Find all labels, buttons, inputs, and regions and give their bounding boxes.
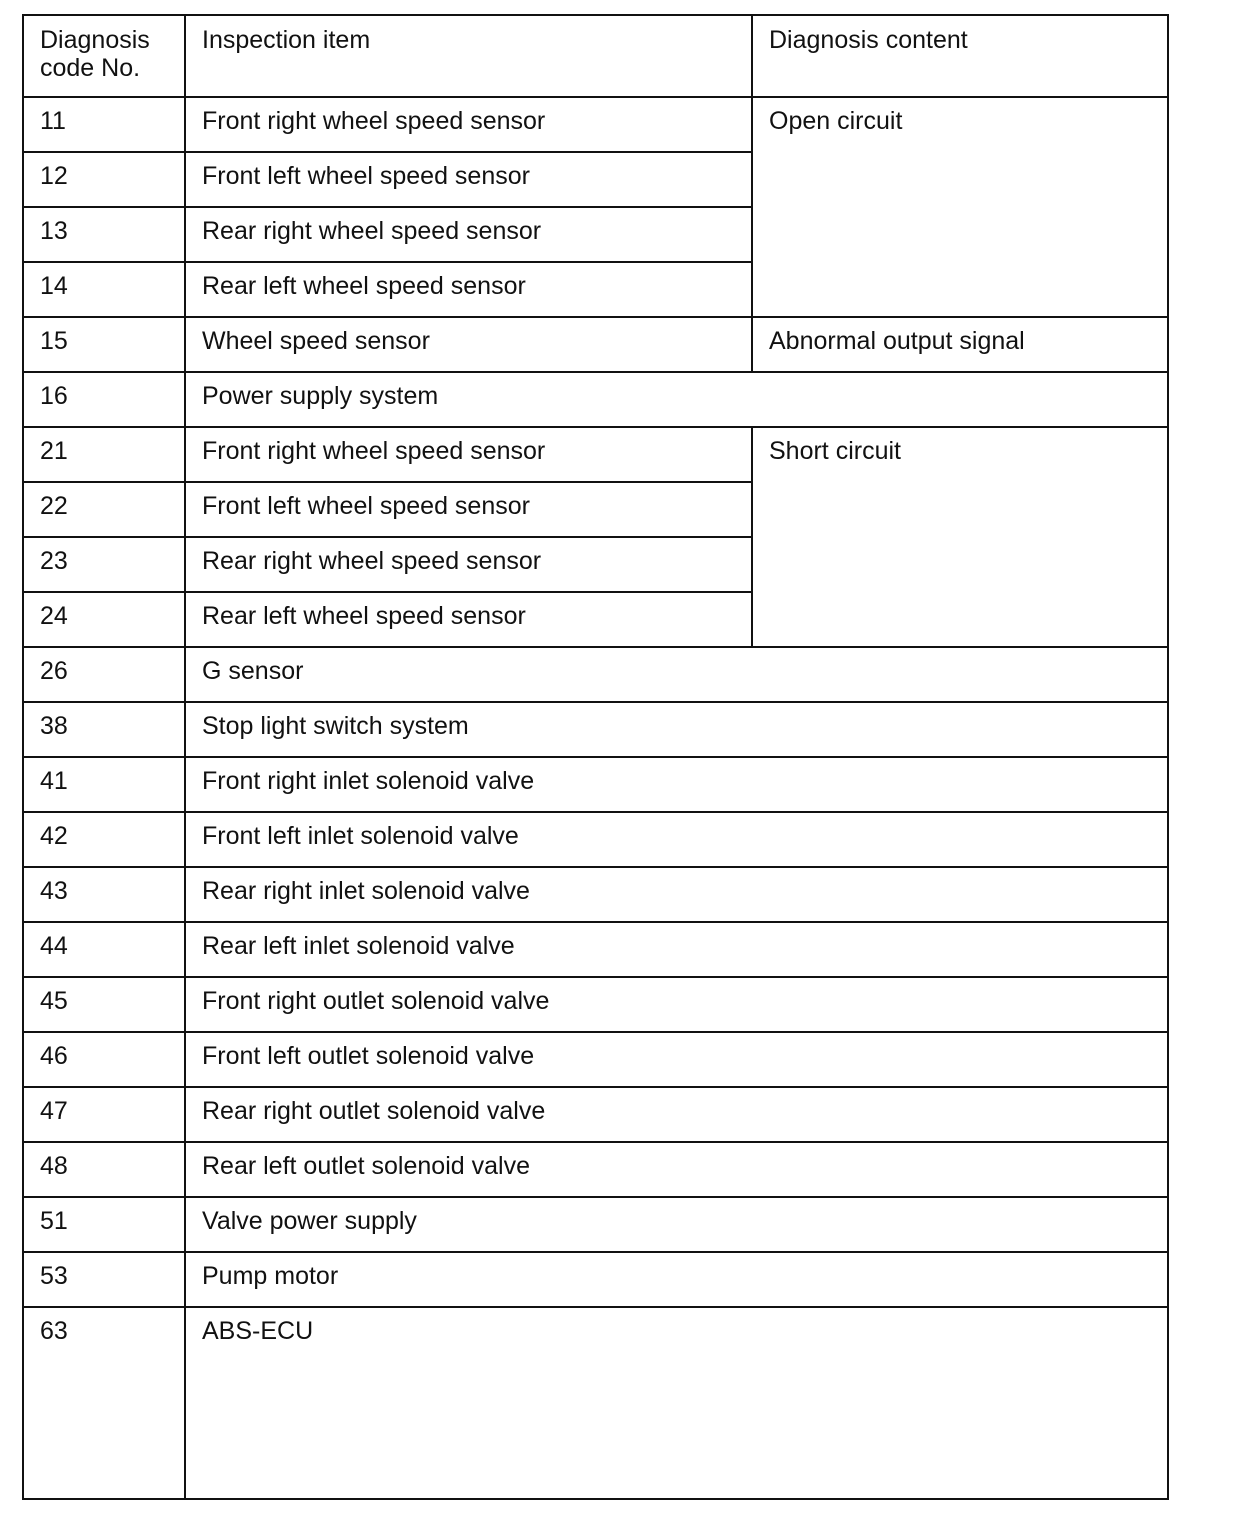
code-cell: 51 [23, 1197, 185, 1252]
table-row [23, 97, 1168, 152]
content-cell: Abnormal output signal [752, 317, 1168, 372]
code-cell: 11 [23, 97, 185, 152]
item-cell: Pump motor [185, 1252, 1168, 1307]
item-cell: Rear right wheel speed sensor [185, 537, 752, 592]
item-cell: G sensor [185, 647, 1168, 702]
code-cell: 14 [23, 262, 185, 317]
item-cell: Front left wheel speed sensor [185, 482, 752, 537]
code-cell: 53 [23, 1252, 185, 1307]
item-cell: Rear left inlet solenoid valve [185, 922, 1168, 977]
code-cell: 24 [23, 592, 185, 647]
item-cell: Rear left wheel speed sensor [185, 262, 752, 317]
item-cell: Stop light switch system [185, 702, 1168, 757]
content-cell: Open circuit [752, 97, 1168, 317]
code-cell: 12 [23, 152, 185, 207]
table-row [23, 372, 1168, 427]
table-header-row [23, 15, 1168, 97]
table-row [23, 1032, 1168, 1087]
table-row [23, 1197, 1168, 1252]
item-cell: Rear left outlet solenoid valve [185, 1142, 1168, 1197]
table-row [23, 1142, 1168, 1197]
item-cell: Front left wheel speed sensor [185, 152, 752, 207]
item-cell: Front right wheel speed sensor [185, 427, 752, 482]
item-cell: Rear right wheel speed sensor [185, 207, 752, 262]
content-cell: Short circuit [752, 427, 1168, 647]
table-row [23, 427, 1168, 482]
item-cell: Front left inlet solenoid valve [185, 812, 1168, 867]
item-cell: Rear right inlet solenoid valve [185, 867, 1168, 922]
code-cell: 15 [23, 317, 185, 372]
item-cell: Rear right outlet solenoid valve [185, 1087, 1168, 1142]
header-item: Inspection item [185, 15, 752, 97]
code-cell: 23 [23, 537, 185, 592]
header-code: Diagnosis code No. [23, 15, 185, 97]
code-cell: 44 [23, 922, 185, 977]
item-cell: Front right inlet solenoid valve [185, 757, 1168, 812]
item-cell: Front left outlet solenoid valve [185, 1032, 1168, 1087]
table-row [23, 702, 1168, 757]
code-cell: 38 [23, 702, 185, 757]
item-cell: Rear left wheel speed sensor [185, 592, 752, 647]
code-cell: 26 [23, 647, 185, 702]
code-cell: 16 [23, 372, 185, 427]
code-cell: 48 [23, 1142, 185, 1197]
item-cell: Valve power supply [185, 1197, 1168, 1252]
table-row [23, 977, 1168, 1032]
item-cell: Power supply system [185, 372, 1168, 427]
code-cell: 43 [23, 867, 185, 922]
table-row [23, 922, 1168, 977]
table-row [23, 317, 1168, 372]
code-cell: 46 [23, 1032, 185, 1087]
table-row [23, 647, 1168, 702]
diagnosis-code-table [22, 14, 1169, 1500]
item-cell: Wheel speed sensor [185, 317, 752, 372]
code-cell: 21 [23, 427, 185, 482]
table-row [23, 812, 1168, 867]
code-cell: 42 [23, 812, 185, 867]
code-cell: 22 [23, 482, 185, 537]
code-cell: 13 [23, 207, 185, 262]
code-cell: 63 [23, 1307, 185, 1499]
code-cell: 47 [23, 1087, 185, 1142]
table-row [23, 1087, 1168, 1142]
table-row [23, 757, 1168, 812]
code-cell: 41 [23, 757, 185, 812]
item-cell: ABS-ECU [185, 1307, 1168, 1499]
item-cell: Front right outlet solenoid valve [185, 977, 1168, 1032]
table-row [23, 1252, 1168, 1307]
table-row [23, 867, 1168, 922]
item-cell: Front right wheel speed sensor [185, 97, 752, 152]
header-content: Diagnosis content [752, 15, 1168, 97]
code-cell: 45 [23, 977, 185, 1032]
table-row [23, 1307, 1168, 1499]
